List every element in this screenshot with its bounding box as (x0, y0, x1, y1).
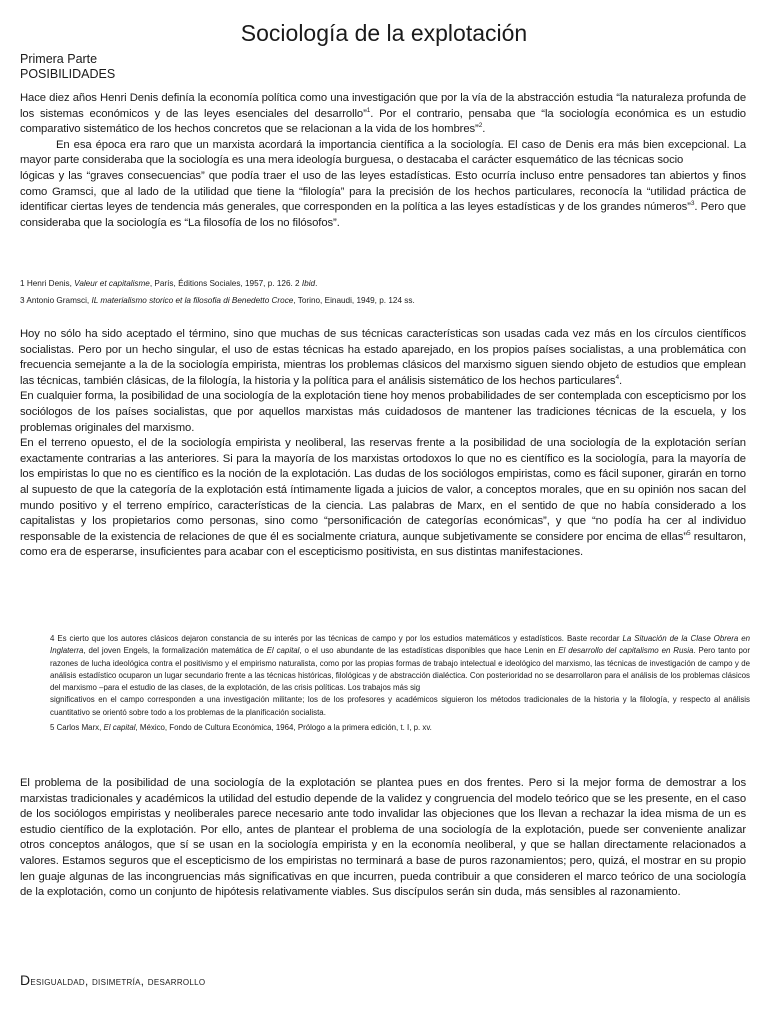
page-title: Sociología de la explotación (240, 20, 528, 46)
body-section (20, 327, 746, 561)
body-paragraph-1: Hoy no sólo ha sido aceptado el término, sino que muchas de sus técnicas características son usadas cada vez más en los círculos científicos socialistas. Pero por un hecho singular, el uso de estas técnicas ha estado aparejado, en los propios países socialistas, a una problemática con frecuencia semejante a la de la sociología empirista, mientras los problemas clásicos del marxismo siguen siendo objeto de estudios que emplean las técnicas, también clásicas, de la filología, la historia y la política para el análisis sistemático de los hechos particulares$^4$. (20, 328, 746, 387)
body-paragraph-3: En el terreno opuesto, el de la sociología empirista y neoliberal, las reservas frente a la posibilidad de una sociología de la explotación serían exactamente contrarias a las anteriores. Si para la mayoría de los marxistas ortodoxos lo que no es científico es la sociología, para la mayoría de los empiristas lo que no es científico es la noción de la explotación. Las dudas de los sociólogos empiristas, como es fácil suponer, girarán en torno al supuesto de que la categoría de la explotación está íntimamente ligada a juicios de valor, a conceptos morales, que en su opinión nos sacan del mundo positivo y el terreno empírico, características de la ciencia. Las palabras de Marx, en el sentido de que no había considerado a los capitalistas y los propietarios como personas, sino como “personificación de categorías económicas”, y que “no podía ha cer al individuo responsable de la existencia de relaciones de que él es socialmente criatura, aunque subjetivamente se considere por encima de ellas”$^5$ resultaron, como era de esperarse, insuficientes para acabar con el escepticismo positivista, en sus distintas manifestaciones. (20, 437, 746, 559)
footnotes-top (20, 277, 750, 307)
part-heading (20, 52, 115, 82)
part-subtitle: POSIBILIDADES (20, 67, 116, 81)
footnote-ref-4: 4 (615, 374, 619, 382)
running-footer (20, 972, 205, 988)
footer-text: esigualdad, disimetría, desarrollo (30, 976, 206, 988)
footer-initial: D (20, 972, 31, 988)
footnote-ref-1: 1 (366, 106, 371, 114)
footnotes-mid (50, 633, 750, 734)
footnote-4-continued: significativos en el campo corresponden a una investigación militante; los de los profesores y académicos siguieron los métodos tradicionales de la historia y la filología, y respecto al análisis cuantitativo se orientó sobre todo a los problemas de la planificación socialista. (50, 695, 750, 717)
closing-paragraph: El problema de la posibilidad de una sociología de la explotación se plantea pues en dos frentes. Pero si la mejor forma de demostrar a los marxistas tradicionales y académicos la utilidad del estudio depende de la validez y congruencia del modelo teórico que se les presente, en el caso de los sociólogos empiristas y neoliberales parece necesario ante todo invalidar las objeciones que los llevan a rechazar la idea misma de un es estudio científico de la explotación. Por ello, antes de plantear el problema de una sociología de la explotación, puede ser conveniente analizar otros conceptos análogos, que sí se usan en la sociología empirista y en la economía neoliberal, y que se hallan directamente relacionados a valores. Estamos seguros que el escepticismo de los empiristas no terminará a base de puros razonamientos; pero, quizá, el mostrar en su propio len guaje algunas de las incongruencias más significativas en que incurren, pueda contribuir a que consideren el marco teórico de una sociología de la explotación, como un conjunto de hipótesis relativamente viables. Sus discípulos serán sin duda, más sensibles al razonamiento. (20, 777, 746, 899)
footnote-4: 4 Es cierto que los autores clásicos dejaron constancia de su interés por las técnicas de campo y por los estudios matemáticos y estadísticos. Baste recordar La Situación de la Clase Obrera en Inglaterra, del joven Engels, la formalización matemática de El capital, o el uso abundante de las estadísticas disponibles que hace Lenin en El desarrollo del capitalismo en Rusia. Pero tanto por razones de lucha ideológica contra el positivismo y el empirismo naturalista, como por las propias formas de trabajo intelectual e ideológico del marxismo, las técnicas de investigación de campo y de análisis estadístico ocuparon un lugar secundario frente a las técnicas históricas, filológicas y de abstracción dialéctica. Con posterioridad no se desarrollaron para el análisis de los problemas clásicos del marxismo –para el estudio de las clases, de la explotación, de las crisis políticas. Los trabajos más sig (50, 634, 750, 693)
footnote-3: 3 Antonio Gramsci, IL materialismo storico et la filosofia di Benedetto Croce, Torino, Einaudi, 1949, p. 124 ss. (20, 296, 415, 305)
intro-paragraph-3: lógicas y las “graves consecuencias” que podía traer el uso de las leyes estadísticas. Esto ocurría incluso entre pensadores tan abiertos y finos como Gramsci, que al lado de la utilidad que tiene la “filología” para la precisión de los hechos particulares, reconocía la “utilidad práctica de identificar ciertas leyes de tendencia más generales, que corresponden en la política a las leyes estadísticas y de los grandes números”$^3$. Pero que consideraba que la sociología es “La filosofía de los no filósofos”. (20, 169, 746, 229)
body-paragraph-2: En cualquier forma, la posibilidad de una sociología de la explotación tiene hoy menos probabilidades de ser contemplada con escepticismo por los sociólogos de los países socialistas, que por aquellos marxistas más cuidadosos de mantener las tradiciones técnicas de la escuela, y los problemas originales del marxismo. (20, 390, 746, 434)
intro-paragraph-2: En esa época era raro que un marxista acordará la importancia científica a la sociología. El caso de Denis era más bien excepcional. La mayor parte consideraba que la sociología es una mera ideología burguesa, o destacaba el carácter esquemático de las técnicas socio (20, 138, 746, 167)
intro-section (20, 91, 746, 231)
footnote-5: 5 Carlos Marx, El capital, México, Fondo de Cultura Económica, 1964, Prólogo a la primera edición, t. I, p. xv. (50, 723, 432, 733)
footnote-1: 1 Henri Denis, Valeur et capitalisme, París, Éditions Sociales, 1957, p. 126. 2 Ibid. (20, 279, 318, 288)
intro-paragraph-1: Hace diez años Henri Denis definía la economía política como una investigación que por la vía de la abstracción estudia “la naturaleza profunda de los sistemas económicos y de las leyes esenciales del desarrollo”$^1$. Por el contrario, pensaba que “la sociología económica es un estudio comparativo sistemático de los hechos concretos que se relacionan a la vida de los hombres”$^2$. (20, 92, 746, 136)
part-label: Primera Parte (20, 52, 98, 66)
footnote-ref-5: 5 (686, 529, 691, 537)
closing-section (20, 776, 746, 901)
footnote-ref-3: 3 (690, 200, 695, 208)
footnote-ref-2: 2 (478, 122, 483, 130)
